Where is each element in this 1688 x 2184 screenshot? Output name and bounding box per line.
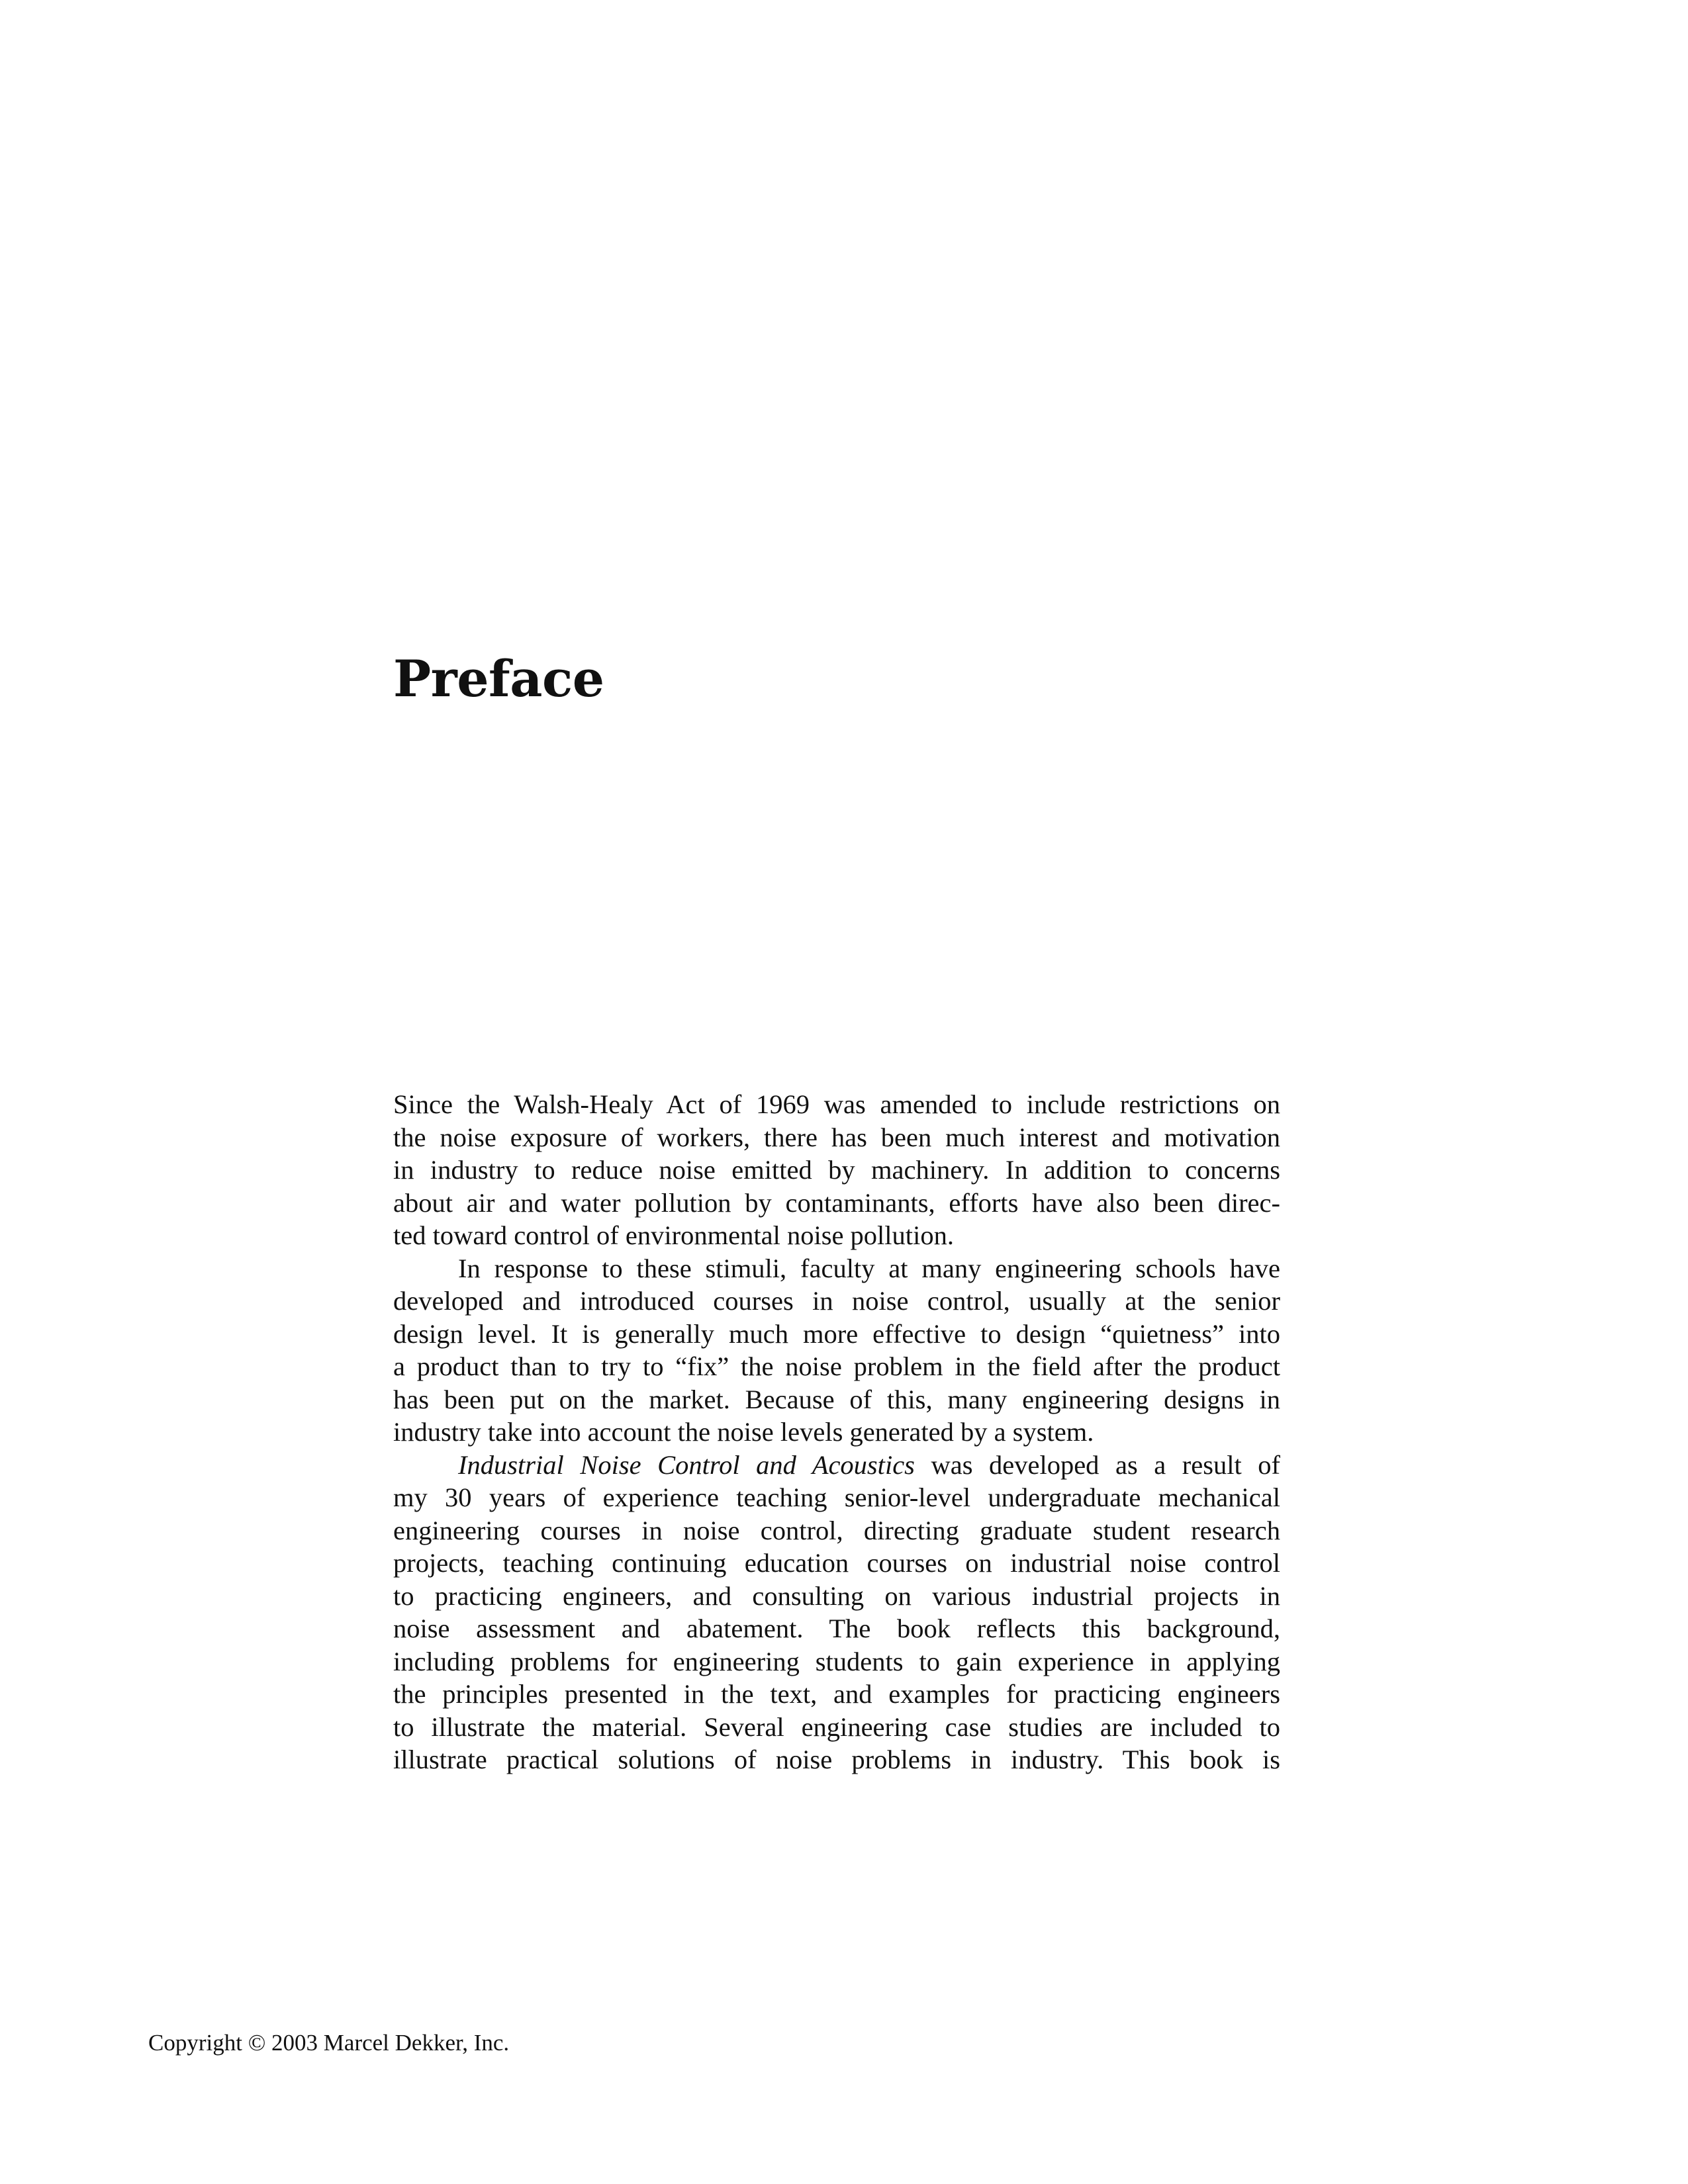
text-fragment: was developed as a result of [914, 1449, 1281, 1480]
page-title: Preface [393, 649, 604, 708]
text-line: about air and water pollution by contaminants, efforts have also been direc- [393, 1187, 1280, 1218]
text-line: to practicing engineers, and consulting on various industrial projects in [393, 1580, 1280, 1611]
text-line: noise assessment and abatement. The book reflects this background, [393, 1614, 1280, 1643]
text-line: my 30 years of experience teaching senior-level undergraduate mechanical [393, 1482, 1280, 1512]
text-line: Since the Walsh-Healy Act of 1969 was amended to include restrictions on [393, 1089, 1280, 1119]
text-line: engineering courses in noise control, directing graduate student research [393, 1515, 1280, 1545]
text-line: the noise exposure of workers, there has been much interest and motivation [393, 1122, 1280, 1152]
text-line: to illustrate the material. Several engineering case studies are included to [393, 1711, 1280, 1742]
text-line: in industry to reduce noise emitted by machinery. In addition to concerns [393, 1155, 1280, 1185]
text-line: In response to these stimuli, faculty at many engineering schools have [458, 1253, 1280, 1283]
text-line: has been put on the market. Because of this, many engineering designs in [393, 1384, 1280, 1414]
book-title-italic: Industrial Noise Control and Acoustics [458, 1449, 915, 1480]
text-line: developed and introduced courses in noise control, usually at the senior [393, 1286, 1280, 1316]
text-line: industry take into account the noise levels generated by a system. [393, 1417, 1094, 1447]
preface-body [393, 1088, 1280, 1776]
text-line: including problems for engineering students to gain experience in applying [393, 1646, 1280, 1676]
text-line: a product than to try to “fix” the noise problem in the field after the product [393, 1351, 1280, 1381]
text-line: illustrate practical solutions of noise problems in industry. This book is [393, 1745, 1280, 1774]
copyright-footer: Copyright © 2003 Marcel Dekker, Inc. [148, 2030, 510, 2056]
text-line: ted toward control of environmental noise pollution. [393, 1220, 954, 1250]
text-line [393, 1449, 1280, 1482]
text-line: design level. It is generally much more effective to design “quietness” into [393, 1318, 1280, 1349]
text-line: projects, teaching continuing education courses on industrial noise control [393, 1548, 1280, 1578]
paragraph-1 [393, 1088, 1280, 1252]
paragraph-2 [393, 1252, 1280, 1449]
paragraph-3 [393, 1449, 1280, 1776]
text-line: the principles presented in the text, and examples for practicing engineers [393, 1679, 1280, 1709]
